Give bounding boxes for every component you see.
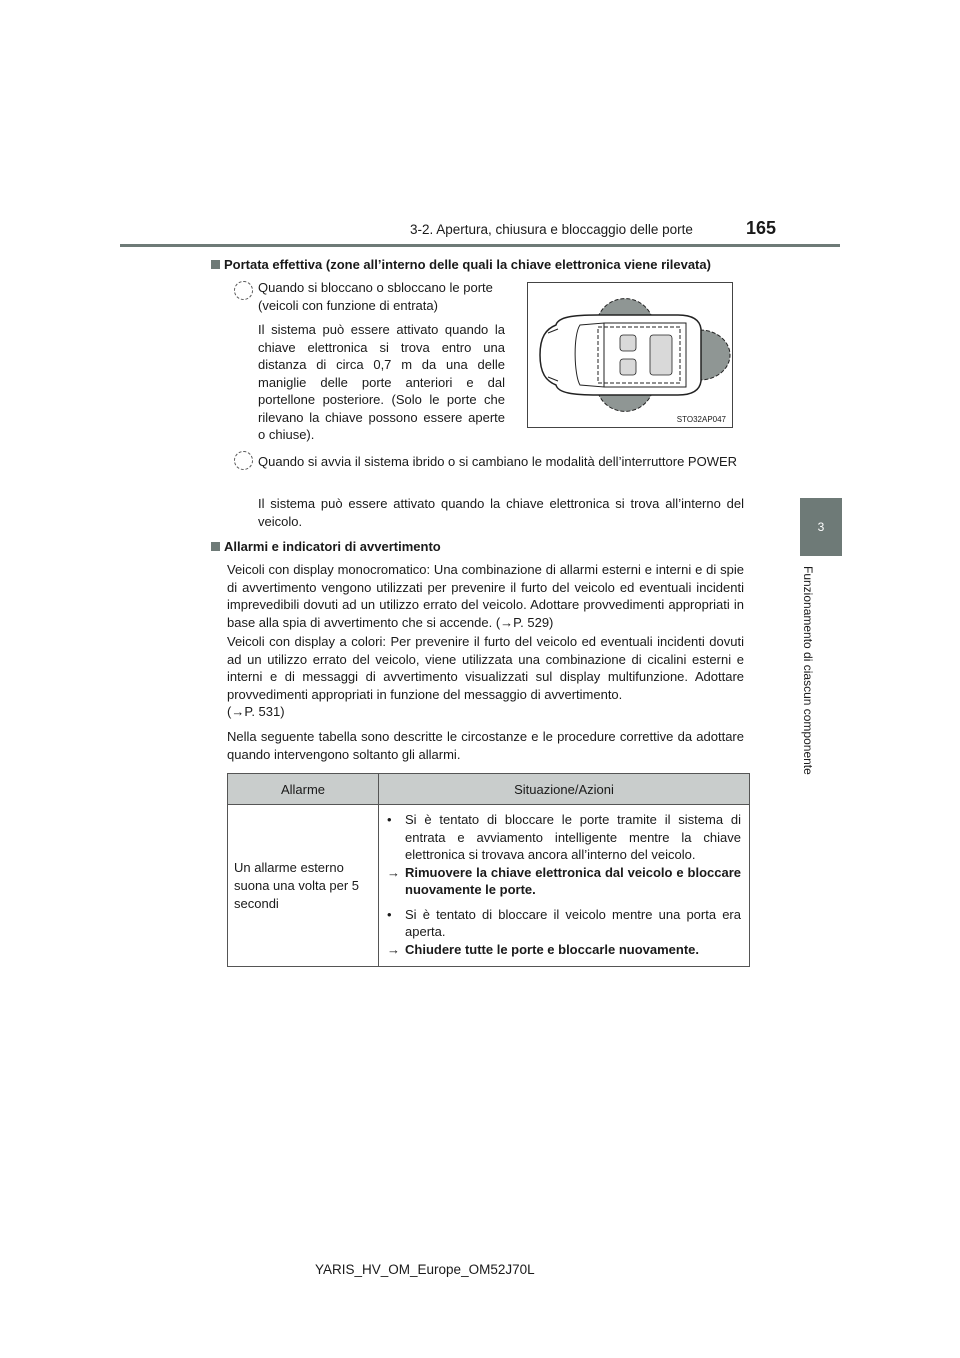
figure-code: STO32AP047 <box>676 415 726 424</box>
footer-document-code: YARIS_HV_OM_Europe_OM52J70L <box>315 1262 535 1277</box>
front-right-seat <box>620 359 636 375</box>
square-bullet-icon <box>211 542 220 551</box>
paragraph-color-display <box>227 633 744 721</box>
situation-item-2-text: Si è tentato di bloccare il veicolo mentre una porta era aperta. <box>405 906 741 939</box>
paragraph-color-display-ref: (→P. 531) <box>227 704 285 719</box>
chapter-label-text: Funzionamento di ciascun componente <box>801 566 815 775</box>
bullet-dot-icon: • <box>387 906 392 922</box>
section-heading-alarms-text: Allarmi e indicatori di avvertimento <box>224 539 441 554</box>
item1-title <box>258 279 505 314</box>
header-rule <box>120 244 840 247</box>
tailgate-zone <box>700 330 730 380</box>
chapter-number: 3 <box>817 520 825 534</box>
arrow-right-icon: → <box>387 864 400 880</box>
windshield <box>575 323 604 387</box>
situation-item-1 <box>387 811 741 864</box>
chapter-tab[interactable] <box>800 498 842 556</box>
front-left-seat <box>620 335 636 351</box>
situation-item-2 <box>387 906 741 941</box>
situation-item-1-action-text: Rimuovere la chiave elettronica dal veicolo e bloccare nuovamente le porte. <box>405 864 741 897</box>
page-number: 165 <box>746 218 777 238</box>
paragraph-table-intro: Nella seguente tabella sono descritte le circostanze e le procedure correttive da adottare quando intervengono soltanto gli allarmi. <box>227 729 744 762</box>
header-section-title: 3-2. Apertura, chiusura e bloccaggio delle porte <box>410 222 693 237</box>
situation-item-2-action-text: Chiudere tutte le porte e bloccarle nuovamente. <box>405 941 700 957</box>
table-header-row <box>228 774 750 805</box>
item1-body: Il sistema può essere attivato quando la chiave elettronica si trova entro una distanza di circa 0,7 m da una delle maniglie delle porte anteriori e dal portellone posteriore. (Solo le porte che rilevano la chiave possono essere aperte o chiuse). <box>258 322 505 442</box>
section-heading-alarms <box>211 538 751 555</box>
table-header-alarm: Allarme <box>228 774 379 805</box>
table-row <box>228 805 750 967</box>
exterior-zone-icon <box>234 281 253 300</box>
item1-title-line2: (veicoli con funzione di entrata) <box>258 297 438 313</box>
section-heading-range <box>211 256 751 273</box>
alarm-table <box>227 773 750 967</box>
paragraph-monochrome: Veicoli con display monocromatico: Una combinazione di allarmi esterni e interni e di spie di avvertimento vengono utilizzati per prevenire il furto del veicolo ed eventuali incidenti imprevedibili dovuti ad un utilizzo errato del veicolo. Adottare provvedimenti appropriati in base alla spia di avvertimento che si accende. (→P. 529) <box>227 562 744 630</box>
section-heading-range-text: Portata effettiva (zone all’interno delle quali la chiave elettronica viene rilevata) <box>224 257 711 272</box>
item2-title: Quando si avvia il sistema ibrido o si cambiano le modalità dell’interruttore POWER <box>258 454 738 469</box>
rear-seat <box>650 335 672 375</box>
front-right-door-zone <box>598 393 652 411</box>
bullet-dot-icon: • <box>387 812 392 827</box>
paragraph-color-display-text: Veicoli con display a colori: Per prevenire il furto del veicolo ed eventuali incidenti dovuti ad un utilizzo errato del veicolo, viene utilizzata una combinazione di cicalini esterni e interni e di messaggi di avvertimento visualizzati sul display multifunzione. Adottare provvedimenti appropriati in funzione del messaggio di avvertimento. <box>227 634 744 702</box>
interior-zone-icon <box>234 451 253 470</box>
situation-item-1-text: Si è tentato di bloccare le porte tramite il sistema di entrata e avviamento intelligente mentre la chiave elettronica si trovava ancora all’interno del veicolo. <box>405 812 741 862</box>
situation-item-1-action <box>387 864 741 899</box>
car-top-view-illustration <box>528 283 732 427</box>
situation-item-2-action <box>387 941 741 959</box>
item1-title-line1: Quando si bloccano o sbloccano le porte <box>258 280 493 295</box>
table-header-situation: Situazione/Azioni <box>379 774 750 805</box>
chapter-label <box>801 566 832 775</box>
detection-range-figure <box>527 282 733 428</box>
situation-cell <box>379 805 750 967</box>
alarm-cell: Un allarme esterno suona una volta per 5 secondi <box>228 805 379 967</box>
front-left-door-zone <box>598 299 652 317</box>
square-bullet-icon <box>211 260 220 269</box>
item2-body: Il sistema può essere attivato quando la chiave elettronica si trova all’interno del veicolo. <box>258 496 744 529</box>
arrow-right-icon: → <box>387 941 400 957</box>
